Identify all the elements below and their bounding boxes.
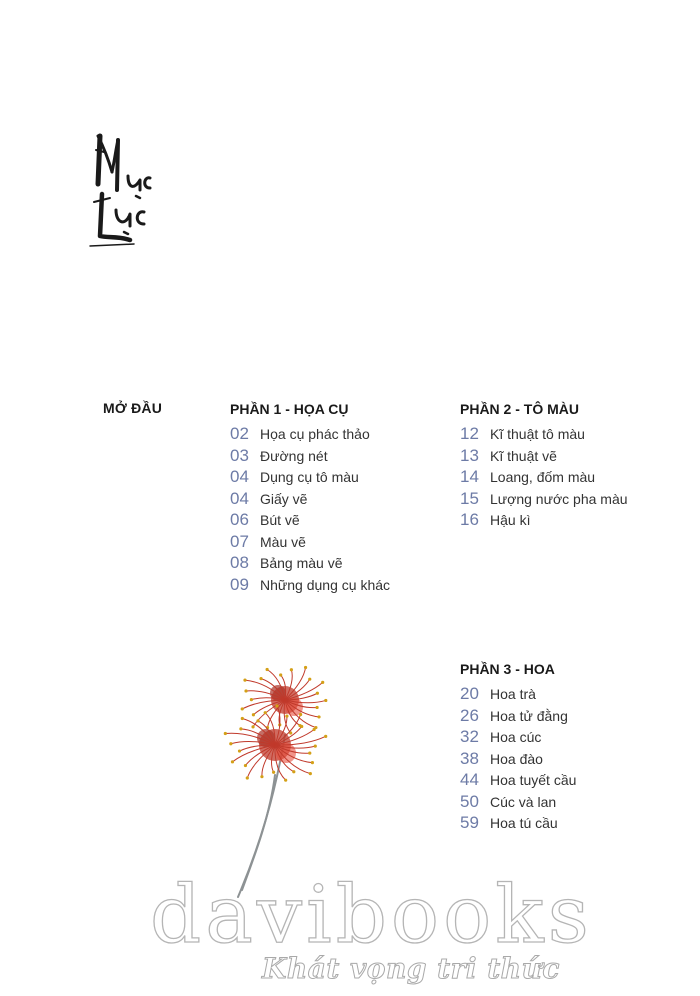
toc-entry bbox=[460, 684, 576, 706]
page-number: 14 bbox=[460, 467, 479, 486]
section-heading: PHẦN 3 - HOA bbox=[460, 661, 555, 677]
page-number: 06 bbox=[230, 510, 249, 529]
entry-label: Đường nét bbox=[260, 447, 328, 464]
entry-label: Dụng cụ tô màu bbox=[260, 469, 359, 485]
section-heading: PHẦN 2 - TÔ MÀU bbox=[460, 401, 579, 417]
entry-label: Bảng màu vẽ bbox=[260, 555, 343, 571]
page-number: 38 bbox=[460, 748, 479, 768]
section-heading: PHẦN 1 - HỌA CỤ bbox=[230, 401, 349, 417]
page-number: 20 bbox=[460, 684, 479, 703]
toc-entry bbox=[460, 467, 628, 489]
page-number: 32 bbox=[460, 727, 479, 746]
intro-label: MỞ ĐẦU bbox=[103, 400, 163, 416]
flower-illustration bbox=[190, 625, 390, 900]
toc-entry bbox=[460, 727, 576, 749]
page-number: 44 bbox=[460, 770, 479, 789]
toc-entry bbox=[460, 446, 628, 468]
watermark-brand: davibooks bbox=[150, 868, 593, 961]
section-part-1 bbox=[230, 401, 390, 596]
page-number: 50 bbox=[460, 791, 479, 811]
page-number: 26 bbox=[460, 705, 479, 725]
page-number: 13 bbox=[460, 445, 479, 465]
toc-entry bbox=[460, 749, 576, 771]
page-number: 09 bbox=[230, 574, 249, 594]
toc-entry bbox=[230, 424, 390, 446]
entry-label: Hoa tuyết cầu bbox=[490, 772, 577, 788]
toc-entry bbox=[230, 510, 390, 532]
entry-label: Hoa cúc bbox=[490, 729, 542, 745]
toc-entry bbox=[230, 553, 390, 575]
entry-label: Lượng nước pha màu bbox=[490, 490, 628, 507]
toc-entry bbox=[460, 424, 628, 446]
toc-entry bbox=[460, 510, 628, 532]
page-number: 07 bbox=[230, 531, 249, 551]
entry-label: Bút vẽ bbox=[260, 512, 300, 528]
entry-label: Hoa tú cầu bbox=[490, 815, 558, 831]
calligraphy-title bbox=[88, 128, 178, 253]
toc-entry bbox=[230, 532, 390, 554]
toc-entry bbox=[230, 575, 390, 597]
entry-label: Hoa trà bbox=[490, 686, 536, 702]
entry-label: Cúc và lan bbox=[490, 793, 557, 810]
entry-label: Hậu kì bbox=[490, 512, 531, 528]
page-number: 04 bbox=[230, 467, 249, 486]
page-number: 59 bbox=[460, 813, 479, 832]
entry-label: Hoa tử đằng bbox=[490, 707, 568, 724]
entry-label: Kĩ thuật vẽ bbox=[490, 447, 557, 464]
page-number: 02 bbox=[230, 424, 249, 443]
watermark-tagline: Khát vọng tri thức bbox=[262, 952, 560, 985]
toc-entry bbox=[460, 706, 576, 728]
toc-entry bbox=[230, 467, 390, 489]
entry-label: Những dụng cụ khác bbox=[260, 576, 391, 593]
toc-entry bbox=[460, 792, 576, 814]
section-part-3 bbox=[460, 661, 576, 835]
page-number: 08 bbox=[230, 553, 249, 572]
toc-entry bbox=[460, 770, 576, 792]
toc-entry bbox=[230, 446, 390, 468]
entry-label: Kĩ thuật tô màu bbox=[490, 426, 585, 442]
page-number: 04 bbox=[230, 488, 249, 508]
entry-label: Họa cụ phác thảo bbox=[260, 426, 370, 442]
entry-label: Loang, đốm màu bbox=[490, 469, 596, 485]
page-number: 15 bbox=[460, 488, 479, 508]
entry-label: Hoa đào bbox=[490, 750, 543, 767]
toc-entry bbox=[460, 813, 576, 835]
toc-entry bbox=[460, 489, 628, 511]
entry-label: Màu vẽ bbox=[260, 533, 306, 550]
page-number: 16 bbox=[460, 510, 479, 529]
page-number: 03 bbox=[230, 445, 249, 465]
page-number: 12 bbox=[460, 424, 479, 443]
entry-label: Giấy vẽ bbox=[260, 490, 308, 507]
toc-entry bbox=[230, 489, 390, 511]
section-part-2 bbox=[460, 401, 628, 532]
